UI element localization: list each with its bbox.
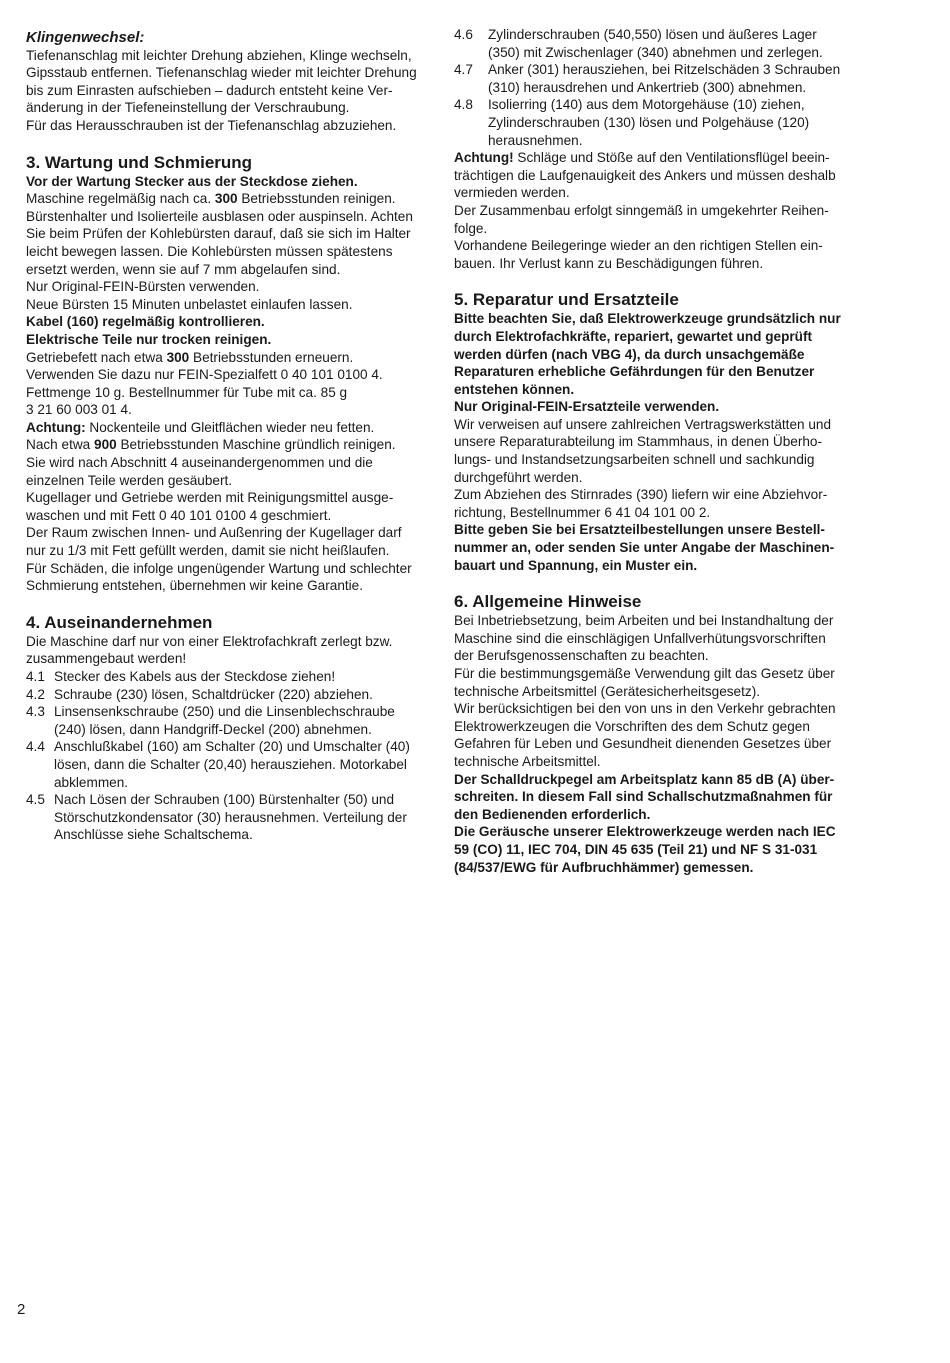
step-number: 4.5 bbox=[26, 792, 45, 808]
step-text: lösen, dann die Schalter (20,40) herausziehen. Motorkabel bbox=[54, 756, 407, 772]
klingenwechsel-title: Klingenwechsel: bbox=[26, 29, 145, 46]
text-line: Schmierung entstehen, übernehmen wir keine Garantie. bbox=[26, 578, 364, 594]
section-heading-reparatur: 5. Reparatur und Ersatzteile bbox=[454, 290, 679, 310]
text-line: Nach etwa 900 Betriebsstunden Maschine gründlich reinigen. bbox=[26, 437, 396, 453]
auseinandernehmen-text bbox=[26, 633, 450, 844]
text-line: einzelnen Teile werden gesäubert. bbox=[26, 472, 233, 488]
text-line: Kugellager und Getriebe werden mit Reinigungsmittel ausge- bbox=[26, 490, 394, 506]
text-line: änderung in der Tiefeneinstellung der Verschraubung. bbox=[26, 100, 350, 116]
bold-line: den Bedienenden erforderlich. bbox=[454, 806, 651, 822]
text-line: Die Maschine darf nur von einer Elektrofachkraft zerlegt bzw. bbox=[26, 633, 393, 649]
text-line: Gipsstaub entfernen. Tiefenanschlag wieder mit leichter Drehung bbox=[26, 65, 417, 81]
step-number: 4.4 bbox=[26, 739, 45, 755]
text-line: Wir verweisen auf unsere zahlreichen Vertragswerkstätten und bbox=[454, 416, 832, 432]
text-line: Maschine regelmäßig nach ca. 300 Betriebsstunden reinigen. bbox=[26, 191, 396, 207]
section-heading-auseinandernehmen: 4. Auseinandernehmen bbox=[26, 612, 213, 632]
step-4-1 bbox=[26, 668, 450, 686]
text-line: vermieden werden. bbox=[454, 185, 570, 201]
text-line: unsere Reparaturabteilung im Stammhaus, in denen Überho- bbox=[454, 434, 822, 450]
text-line: Bürstenhalter und Isolierteile ausblasen oder auspinseln. Achten bbox=[26, 208, 413, 224]
text-line: Maschine sind die einschlägigen Unfallverhütungsvorschriften bbox=[454, 630, 826, 646]
text-line: leicht bewegen lassen. Die Kohlebürsten müssen spätestens bbox=[26, 243, 393, 259]
text-line: Der Zusammenbau erfolgt sinngemäß in umgekehrter Reihen- bbox=[454, 202, 829, 218]
bold-line: Der Schalldruckpegel am Arbeitsplatz kann 85 dB (A) über- bbox=[454, 771, 835, 787]
bold-line: durch Elektrofachkräfte, repariert, gewartet und geprüft bbox=[454, 328, 813, 344]
text-line: Achtung! Schläge und Stöße auf den Ventilationsflügel beein- bbox=[454, 150, 830, 166]
step-number: 4.8 bbox=[454, 97, 473, 113]
text-line: ersetzt werden, wenn sie auf 7 mm abgelaufen sind. bbox=[26, 261, 341, 277]
section-heading-hinweise: 6. Allgemeine Hinweise bbox=[454, 592, 642, 612]
step-number: 4.7 bbox=[454, 62, 473, 78]
text-line: lungs- und Instandsetzungsarbeiten schnell und sachkundig bbox=[454, 452, 815, 468]
text-line: nur zu 1/3 mit Fett gefüllt werden, damit sie nicht heißlaufen. bbox=[26, 543, 390, 559]
step-text: Störschutzkondensator (30) herausnehmen. Verteilung der bbox=[54, 809, 407, 825]
text-line: technische Arbeitsmittel. bbox=[454, 753, 601, 769]
bold-line: Die Geräusche unserer Elektrowerkzeuge werden nach IEC bbox=[454, 824, 836, 840]
bold-line: bauart und Spannung, ein Muster ein. bbox=[454, 557, 698, 573]
wartung-text bbox=[26, 173, 450, 595]
step-text: Anker (301) herausziehen, bei Ritzelschäden 3 Schrauben bbox=[488, 62, 841, 78]
text-line: Für Schäden, die infolge ungenügender Wartung und schlechter bbox=[26, 560, 412, 576]
reparatur-text bbox=[454, 310, 868, 574]
text-line: Bei Inbetriebsetzung, beim Arbeiten und bei Instandhaltung der bbox=[454, 613, 834, 629]
bold-line: 59 (CO) 11, IEC 704, DIN 45 635 (Teil 21) und NF S 31-031 bbox=[454, 841, 818, 857]
step-text: Linsensenkschraube (250) und die Linsenblechschraube bbox=[54, 704, 395, 720]
text-line: bauen. Ihr Verlust kann zu Beschädigungen führen. bbox=[454, 255, 764, 271]
step-number: 4.1 bbox=[26, 669, 45, 684]
text-line: Elektrowerkzeugen die Vorschriften des dem Schutz gegen bbox=[454, 718, 810, 734]
step-text: Zylinderschrauben (130) lösen und Polgehäuse (120) bbox=[488, 114, 810, 130]
step-text: Anschlüsse siehe Schaltschema. bbox=[54, 827, 253, 843]
text-line: richtung, Bestellnummer 6 41 04 101 00 2. bbox=[454, 504, 711, 520]
text-line: Getriebefett nach etwa 300 Betriebsstunden erneuern. bbox=[26, 349, 354, 365]
step-number: 4.6 bbox=[454, 27, 473, 42]
step-number: 4.2 bbox=[26, 686, 45, 702]
text-line: waschen und mit Fett 0 40 101 0100 4 geschmiert. bbox=[26, 507, 332, 523]
step-text: (350) mit Zwischenlager (340) abnehmen und zerlegen. bbox=[488, 44, 823, 60]
bold-note: Elektrische Teile nur trocken reinigen. bbox=[26, 331, 272, 347]
bold-line: Bitte beachten Sie, daß Elektrowerkzeuge grundsätzlich nur bbox=[454, 311, 841, 327]
page-number: 2 bbox=[17, 1301, 26, 1318]
bold-line: (84/537/EWG für Aufbruchhämmer) gemessen. bbox=[454, 859, 754, 875]
step-text: Anschlußkabel (160) am Schalter (20) und Umschalter (40) bbox=[54, 739, 410, 755]
step-text: Stecker des Kabels aus der Steckdose ziehen! bbox=[54, 669, 336, 684]
text-line: Verwenden Sie dazu nur FEIN-Spezialfett 0 40 101 0100 4. bbox=[26, 367, 383, 383]
text-line: Fettmenge 10 g. Bestellnummer für Tube mit ca. 85 g bbox=[26, 384, 348, 400]
text-line: Sie wird nach Abschnitt 4 auseinandergenommen und die bbox=[26, 455, 373, 471]
bold-line: werden dürfen (nach VBG 4), da durch unsachgemäße bbox=[454, 346, 805, 362]
bold-note: Kabel (160) regelmäßig kontrollieren. bbox=[26, 314, 265, 330]
bold-line: Bitte geben Sie bei Ersatzteilbestellungen unsere Bestell- bbox=[454, 522, 825, 538]
text-line: 3 21 60 003 01 4. bbox=[26, 402, 132, 418]
step-text: (240) lösen, dann Handgriff-Deckel (200) abnehmen. bbox=[54, 721, 372, 737]
text-line: Gefahren für Leben und Gesundheit dienenden Gesetzes über bbox=[454, 736, 832, 752]
text-line: folge. bbox=[454, 220, 488, 236]
step-text: Isolierring (140) aus dem Motorgehäuse (10) ziehen, bbox=[488, 97, 805, 113]
hinweise-text bbox=[454, 612, 868, 876]
text-line: bis zum Einrasten aufschieben – dadurch entsteht keine Ver- bbox=[26, 82, 393, 98]
section-heading-wartung: 3. Wartung und Schmierung bbox=[26, 152, 253, 172]
right-column bbox=[454, 26, 868, 876]
text-line: Wir berücksichtigen bei den von uns in den Verkehr gebrachten bbox=[454, 701, 836, 717]
step-4-6 bbox=[454, 26, 868, 61]
bold-line: Nur Original-FEIN-Ersatzteile verwenden. bbox=[454, 399, 720, 415]
text-line: zusammengebaut werden! bbox=[26, 651, 187, 667]
step-text: Nach Lösen der Schrauben (100) Bürstenhalter (50) und bbox=[54, 792, 395, 808]
left-column bbox=[26, 26, 450, 844]
text-line: der Berufsgenossenschaften zu beachten. bbox=[454, 648, 709, 664]
bold-line: Reparaturen erhebliche Gefährdungen für den Benutzer bbox=[454, 364, 815, 380]
text-line: Nur Original-FEIN-Bürsten verwenden. bbox=[26, 279, 260, 295]
text-line: trächtigen die Laufgenauigkeit des Ankers und müssen deshalb bbox=[454, 167, 836, 183]
text-line: Neue Bürsten 15 Minuten unbelastet einlaufen lassen. bbox=[26, 296, 353, 312]
bold-line: nummer an, oder senden Sie unter Angabe der Maschinen- bbox=[454, 540, 835, 556]
step-text: herausnehmen. bbox=[488, 132, 583, 148]
text-line: Zum Abziehen des Stirnrades (390) liefern wir eine Abziehvor- bbox=[454, 487, 828, 503]
text-line: Achtung: Nockenteile und Gleitflächen wieder neu fetten. bbox=[26, 419, 375, 435]
step-text: Schraube (230) lösen, Schaltdrücker (220) abziehen. bbox=[54, 686, 373, 702]
step-text: (310) herausdrehen und Ankertrieb (300) abnehmen. bbox=[488, 79, 807, 95]
text-line: Für das Herausschrauben ist der Tiefenanschlag abzuziehen. bbox=[26, 117, 397, 133]
step-number: 4.3 bbox=[26, 704, 45, 720]
step-text: abklemmen. bbox=[54, 774, 129, 790]
step-4-8 bbox=[454, 96, 868, 149]
step-4-4 bbox=[26, 738, 450, 791]
text-line: Sie beim Prüfen der Kohlebürsten darauf, daß sie sich im Halter bbox=[26, 226, 411, 242]
step-4-2 bbox=[26, 686, 450, 704]
text-line: Für die bestimmungsgemäße Verwendung gilt das Gesetz über bbox=[454, 666, 835, 681]
bold-line: schreiten. In diesem Fall sind Schallschutzmaßnahmen für bbox=[454, 789, 833, 805]
bold-line: entstehen können. bbox=[454, 381, 575, 397]
step-4-3 bbox=[26, 703, 450, 738]
step-4-5 bbox=[26, 791, 450, 844]
step-text: Zylinderschrauben (540,550) lösen und äußeres Lager bbox=[488, 27, 817, 42]
text-line: Vorhandene Beilegeringe wieder an den richtigen Stellen ein- bbox=[454, 238, 823, 254]
text-line: durchgeführt werden. bbox=[454, 469, 583, 485]
warning-text: Vor der Wartung Stecker aus der Steckdose ziehen. bbox=[26, 173, 358, 189]
achtung-block bbox=[454, 149, 868, 272]
text-line: technische Arbeitsmittel (Gerätesicherheitsgesetz). bbox=[454, 683, 760, 699]
text-line: Tiefenanschlag mit leichter Drehung abziehen, Klinge wechseln, bbox=[26, 47, 412, 63]
text-line: Der Raum zwischen Innen- und Außenring der Kugellager darf bbox=[26, 525, 402, 541]
step-4-7 bbox=[454, 61, 868, 96]
klingenwechsel-text bbox=[26, 47, 450, 135]
